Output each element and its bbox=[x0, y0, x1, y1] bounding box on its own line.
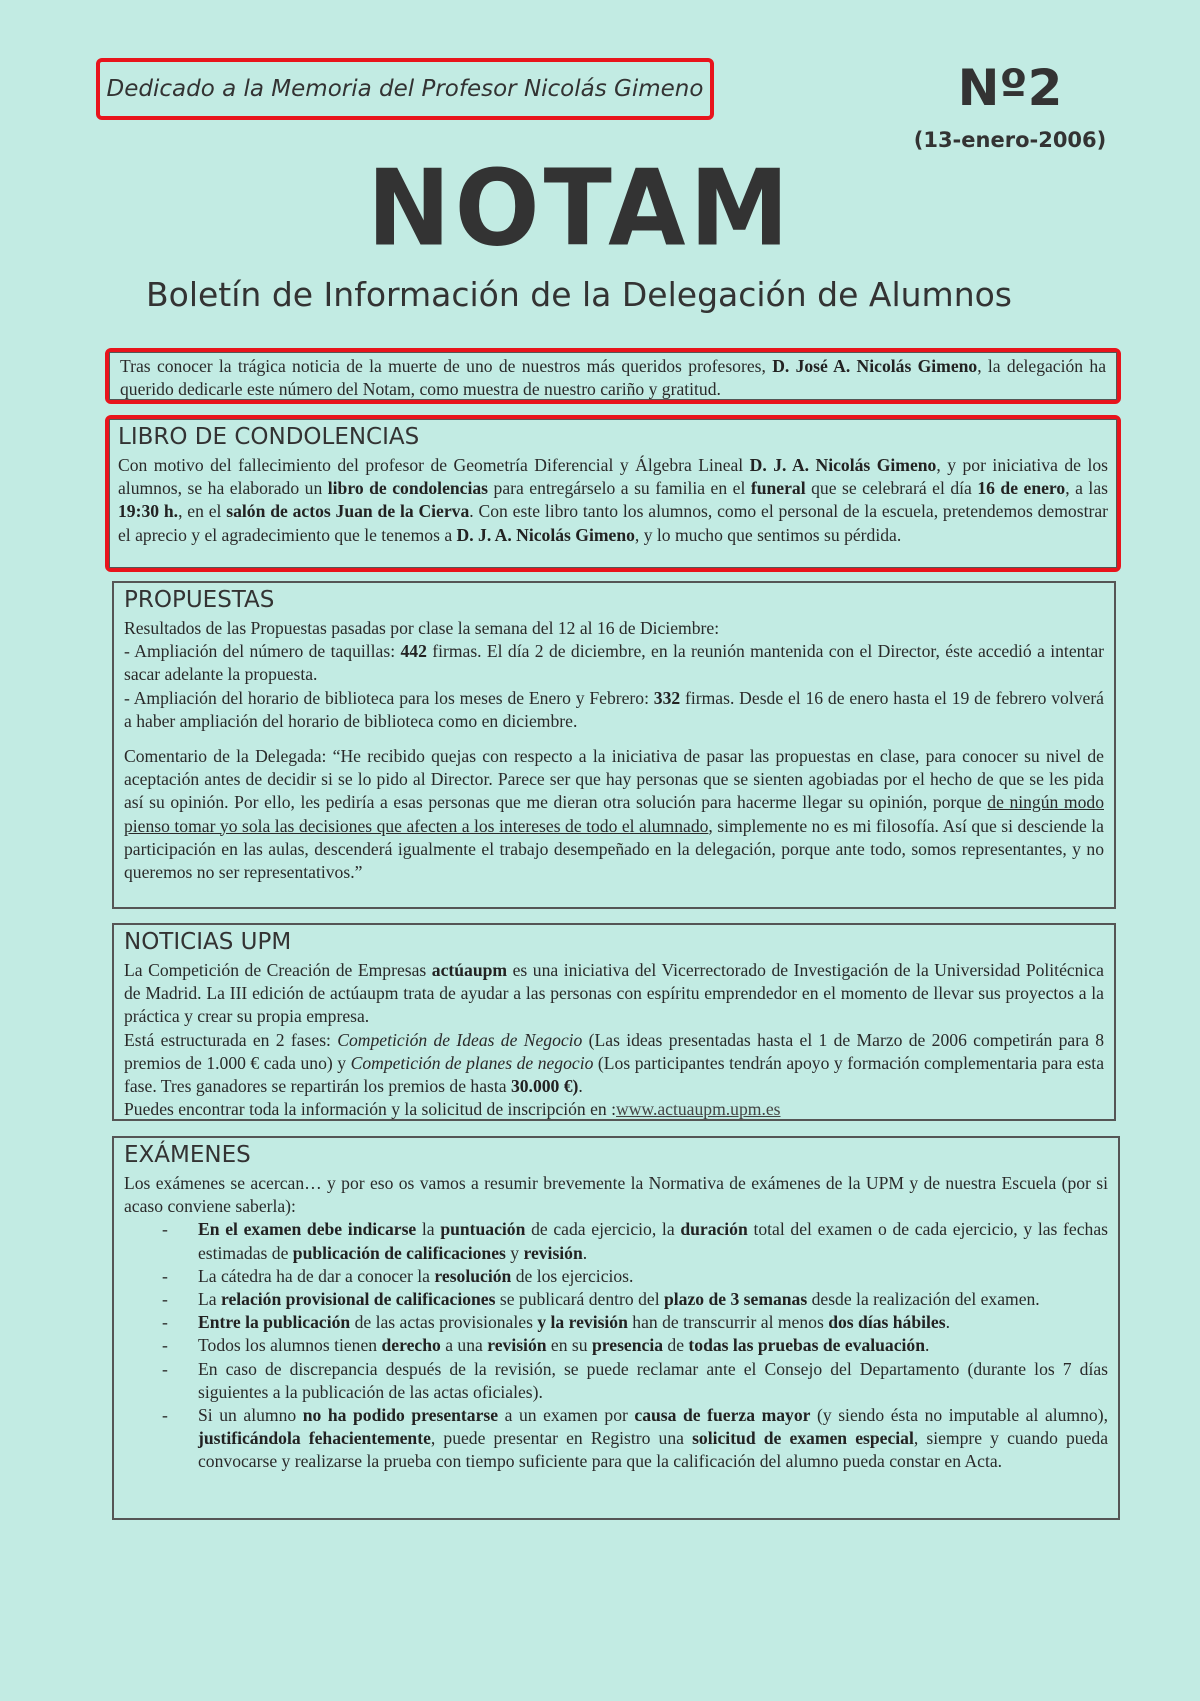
exam-rule: - La relación provisional de calificaciones se publicará dentro del plazo de 3 semanas desde la realización del examen. bbox=[162, 1288, 1108, 1311]
issue-info bbox=[880, 58, 1140, 152]
exam-rule: - En caso de discrepancia después de la revisión, se puede reclamar ante el Consejo del Departamento (durante los 7 días siguientes a la publicación de las actas oficiales). bbox=[162, 1358, 1108, 1404]
dedication-highlight bbox=[96, 58, 714, 120]
proposals-item: - Ampliación del número de taquillas: 442 firmas. El día 2 de diciembre, en la reunión mantenida con el Director, éste accedió a intentar sacar adelante la propuesta. bbox=[124, 641, 1104, 685]
issue-date: (13-enero-2006) bbox=[913, 128, 1107, 152]
exam-rule: - Todos los alumnos tienen derecho a una revisión en su presencia de todas las pruebas de evaluación. bbox=[162, 1334, 1108, 1357]
news-paragraph: La Competición de Creación de Empresas actúaupm es una iniciativa del Vicerrectorado de Investigación de la Universidad Politécnica de Madrid. La III edición de actúaupm trata de ayudar a las personas con espíritu emprendedor en el momento de llevar sus proyectos a la práctica y crear su propia empresa. bbox=[124, 960, 1104, 1027]
masthead-subtitle: Boletín de Información de la Delegación de Alumnos bbox=[146, 275, 1012, 314]
exam-rule: - La cátedra ha de dar a conocer la resolución de los ejercicios. bbox=[162, 1265, 1108, 1288]
dedication-text: Dedicado a la Memoria del Profesor Nicolás Gimeno bbox=[106, 76, 704, 102]
condolences-title: LIBRO DE CONDOLENCIAS bbox=[118, 424, 420, 450]
actuaupm-link[interactable]: www.actuaupm.upm.es bbox=[616, 1099, 781, 1120]
proposals-box bbox=[112, 581, 1116, 909]
exams-box bbox=[112, 1136, 1120, 1520]
condolences-text: Con motivo del fallecimiento del profesor de Geometría Diferencial y Álgebra Lineal D. J. A. Nicolás Gimeno, y por iniciativa de los alumnos, se ha elaborado un libro de condolencias para entregárselo a su familia en el funeral que se celebrará el día 16 de enero, a las 19:30 h., en el salón de actos Juan de la Cierva. Con este libro tanto los alumnos, como el personal de la escuela, pretendemos demostrar el aprecio y el agradecimiento que le tenemos a D. J. A. Nicolás Gimeno, y lo mucho que sentimos su pérdida. bbox=[118, 455, 1108, 545]
exam-rule: - Entre la publicación de las actas provisionales y la revisión han de transcurrir al menos dos días hábiles. bbox=[162, 1311, 1108, 1334]
masthead-title: NOTAM bbox=[366, 147, 794, 270]
delegate-comment: Comentario de la Delegada: “He recibido quejas con respecto a la iniciativa de pasar las propuestas en clase, para conocer su nivel de aceptación antes de decidir si se lo pido al Director. Parece ser que hay personas que se sienten agobiadas por el hecho de que se les pida así su opinión. Por ello, les pediría a esas personas que me dieran otra solución para hacerme llegar su opinión, porque de ningún modo pienso tomar yo sola las decisiones que afecten a los intereses de todo el alumnado, simplemente no es mi filosofía. Así que si desciende la participación en las aulas, descenderá igualmente el trabajo desempeñado en la delegación, porque ante todo, somos representantes, y no queremos no ser representativos.” bbox=[124, 746, 1104, 883]
exam-rule: - En el examen debe indicarse la puntuación de cada ejercicio, la duración total del examen o de cada ejercicio, y las fechas estimadas de publicación de calificaciones y revisión. bbox=[162, 1218, 1108, 1264]
proposals-item: - Ampliación del horario de biblioteca para los meses de Enero y Febrero: 332 firmas. Desde el 16 de enero hasta el 19 de febrero volverá a haber ampliación del horario de biblioteca como en diciembre. bbox=[124, 687, 1104, 731]
news-paragraph: Está estructurada en 2 fases: Competición de Ideas de Negocio (Las ideas presentadas hasta el 1 de Marzo de 2006 competirán para 8 premios de 1.000 € cada uno) y Competición de planes de negocio (Los participantes tendrán apoyo y formación complementaria para esta fase. Tres ganadores se repartirán los premios de hasta 30.000 €). bbox=[124, 1029, 1105, 1097]
condolences-box bbox=[109, 419, 1117, 568]
news-box bbox=[112, 923, 1116, 1121]
proposals-intro: Resultados de las Propuestas pasadas por clase la semana del 12 al 16 de Diciembre: bbox=[124, 618, 720, 638]
proposals-title: PROPUESTAS bbox=[124, 587, 275, 613]
condolences-highlight bbox=[105, 415, 1121, 572]
exam-rules-list bbox=[124, 1218, 1108, 1473]
exam-rule: - Si un alumno no ha podido presentarse a un examen por causa de fuerza mayor (y siendo ésta no imputable al alumno), justificándola fehacientemente, puede presentar en Registro una solicitud de examen especial, siempre y cuando pueda convocarse y realizarse la prueba con tiempo suficiente para que la calificación del alumno pueda constar en Acta. bbox=[162, 1404, 1108, 1474]
intro-highlight bbox=[105, 348, 1121, 404]
news-link-line: Puedes encontrar toda la información y la solicitud de inscripción en :www.actuaupm.upm.es bbox=[124, 1099, 781, 1120]
intro-box bbox=[109, 352, 1117, 400]
intro-text: Tras conocer la trágica noticia de la muerte de uno de nuestros más queridos profesores, D. José A. Nicolás Gimeno, la delegación ha querido dedicarle este número del Notam, como muestra de nuestro cariño y gratitud. bbox=[120, 356, 1107, 400]
exams-intro: Los exámenes se acercan… y por eso os vamos a resumir brevemente la Normativa de exámenes de la UPM y de nuestra Escuela (por si acaso conviene saberla): bbox=[124, 1173, 1108, 1217]
news-title: NOTICIAS UPM bbox=[124, 929, 292, 955]
issue-number: Nº2 bbox=[957, 59, 1063, 117]
exams-title: EXÁMENES bbox=[124, 1142, 251, 1168]
